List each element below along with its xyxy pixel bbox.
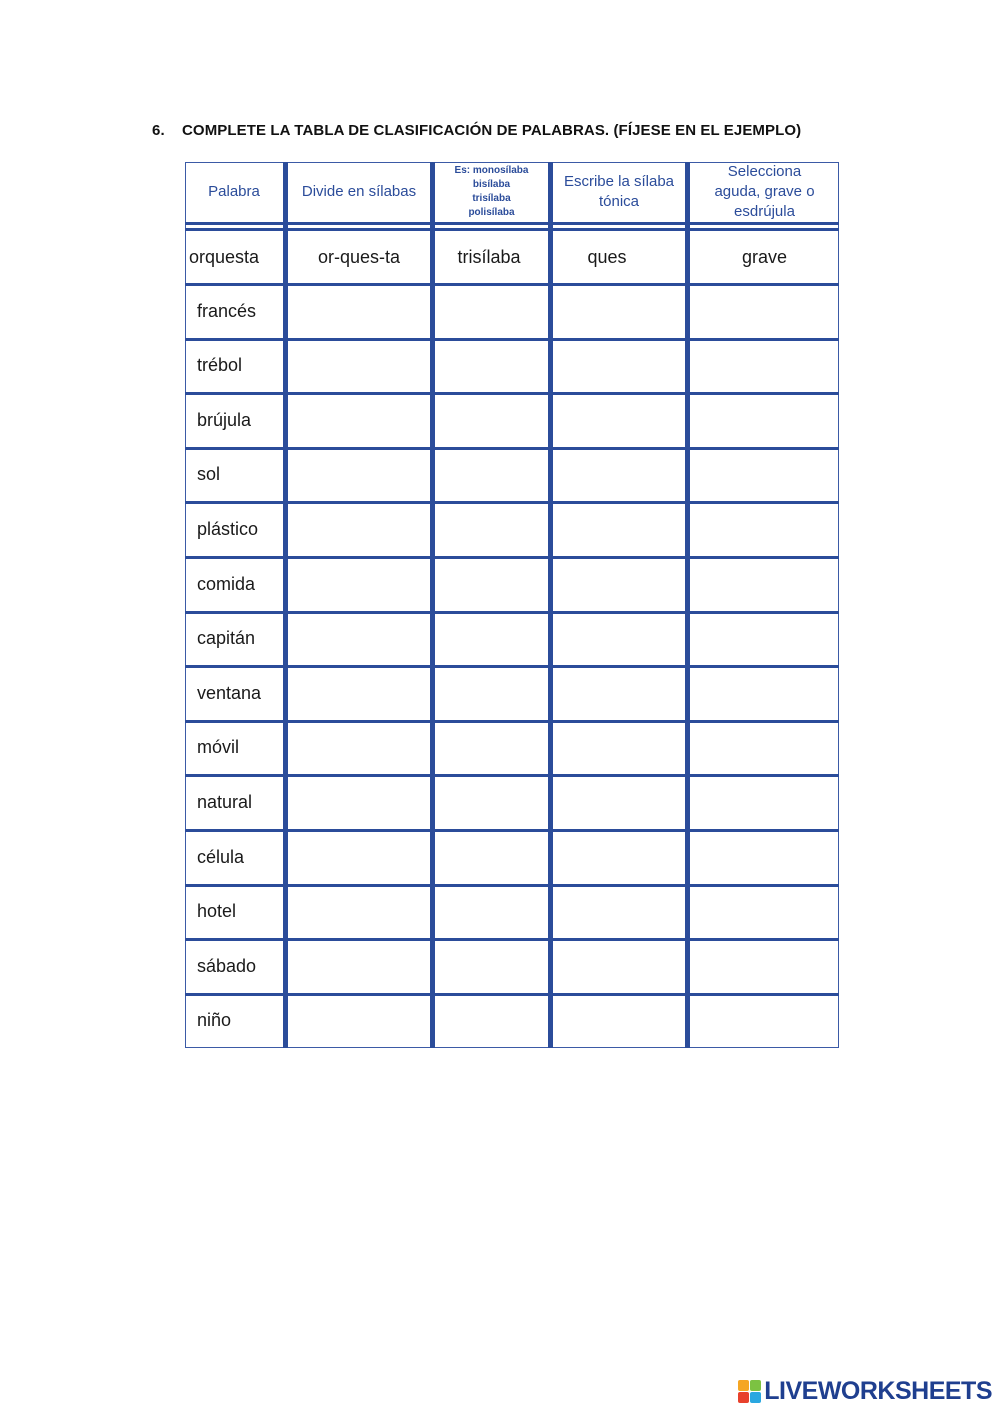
stress-type-input[interactable] (690, 560, 839, 609)
tonic-syllable-input[interactable] (553, 451, 685, 500)
syllables-input[interactable] (288, 396, 430, 445)
tonic-syllable-input[interactable] (553, 505, 685, 554)
classification-input[interactable] (435, 833, 548, 882)
row-divider (185, 283, 839, 286)
tonic-syllable-input[interactable] (553, 669, 685, 718)
stress-type-input[interactable] (690, 942, 839, 991)
classification-input[interactable] (435, 778, 548, 827)
classification-input[interactable] (435, 942, 548, 991)
syllables-input[interactable] (288, 833, 430, 882)
header-clasificacion: Es: monosílaba bisílaba trisílaba polisílaba (454, 165, 529, 218)
row-divider (185, 447, 839, 450)
classification-input[interactable] (435, 888, 548, 937)
row-divider (185, 993, 839, 996)
word-cell: sábado (197, 955, 257, 976)
syllables-input[interactable] (288, 560, 430, 609)
syllables-input[interactable] (288, 505, 430, 554)
classification-input[interactable] (435, 560, 548, 609)
tonic-syllable-input[interactable] (553, 888, 685, 937)
classification-input[interactable] (435, 505, 548, 554)
word-cell: ventana (197, 682, 262, 703)
syllables-input[interactable] (288, 778, 430, 827)
row-divider (185, 222, 839, 225)
row-divider (185, 774, 839, 777)
stress-type-input[interactable] (690, 997, 839, 1046)
tonic-syllable-input[interactable] (553, 778, 685, 827)
tonic-syllable-input[interactable] (553, 342, 685, 391)
syllables-input[interactable] (288, 942, 430, 991)
row-divider (185, 501, 839, 504)
exercise-instruction: COMPLETE LA TABLA DE CLASIFICACIÓN DE PALABRAS. (FÍJESE EN EL EJEMPLO) (182, 122, 802, 139)
syllables-input[interactable] (288, 997, 430, 1046)
word-cell: comida (197, 573, 256, 594)
tonic-syllable-input[interactable] (553, 287, 685, 336)
syllables-input[interactable] (288, 724, 430, 773)
word-cell: hotel (197, 901, 237, 922)
column-divider (685, 162, 690, 1048)
stress-type-input[interactable] (690, 669, 839, 718)
exercise-number: 6. (152, 122, 165, 139)
classification-input[interactable] (435, 342, 548, 391)
stress-type-input[interactable] (690, 615, 839, 664)
syllables-input[interactable] (288, 888, 430, 937)
row-divider (185, 611, 839, 614)
word-cell: trébol (197, 355, 243, 376)
classification-input[interactable] (435, 615, 548, 664)
tonic-syllable-input[interactable] (553, 560, 685, 609)
example-stress-type: grave (741, 246, 788, 267)
syllables-input[interactable] (288, 615, 430, 664)
exercise-heading (152, 122, 801, 139)
stress-type-input[interactable] (690, 833, 839, 882)
logo-mark-icon (738, 1380, 761, 1403)
word-cell: célula (197, 846, 245, 867)
word-cell: natural (197, 791, 253, 812)
classification-input[interactable] (435, 451, 548, 500)
word-cell: brújula (197, 409, 252, 430)
word-cell: sol (197, 464, 221, 485)
liveworksheets-logo (738, 1377, 992, 1405)
syllables-input[interactable] (288, 342, 430, 391)
row-divider (185, 392, 839, 395)
column-divider (283, 162, 288, 1048)
stress-type-input[interactable] (690, 724, 839, 773)
stress-type-input[interactable] (690, 778, 839, 827)
column-divider (430, 162, 435, 1048)
syllables-input[interactable] (288, 451, 430, 500)
example-tonic-syllable: ques (587, 246, 627, 267)
syllables-input[interactable] (288, 669, 430, 718)
syllables-input[interactable] (288, 287, 430, 336)
row-divider (185, 338, 839, 341)
row-divider (185, 720, 839, 723)
classification-input[interactable] (435, 724, 548, 773)
row-divider (185, 556, 839, 559)
tonic-syllable-input[interactable] (553, 724, 685, 773)
row-divider (185, 829, 839, 832)
word-cell: niño (197, 1010, 232, 1031)
tonic-syllable-input[interactable] (553, 396, 685, 445)
classification-input[interactable] (435, 396, 548, 445)
brand-name: LIVEWORKSHEETS (764, 1376, 992, 1405)
example-word: orquesta (189, 246, 260, 267)
stress-type-input[interactable] (690, 451, 839, 500)
tonic-syllable-input[interactable] (553, 615, 685, 664)
example-classification: trisílaba (457, 246, 521, 267)
stress-type-input[interactable] (690, 342, 839, 391)
row-divider (185, 228, 839, 231)
tonic-syllable-input[interactable] (553, 833, 685, 882)
example-syllables: or-ques-ta (317, 246, 401, 267)
column-divider (548, 162, 553, 1048)
classification-input[interactable] (435, 669, 548, 718)
stress-type-input[interactable] (690, 888, 839, 937)
row-divider (185, 938, 839, 941)
header-acentuacion: Selecciona aguda, grave o esdrújula (714, 163, 815, 220)
tonic-syllable-input[interactable] (553, 997, 685, 1046)
stress-type-input[interactable] (690, 287, 839, 336)
header-silaba-tonica: Escribe la sílaba tónica (563, 173, 675, 210)
word-cell: móvil (197, 737, 240, 758)
word-cell: francés (197, 300, 257, 321)
row-divider (185, 884, 839, 887)
tonic-syllable-input[interactable] (553, 942, 685, 991)
classification-table (185, 162, 839, 1048)
word-cell: plástico (197, 518, 259, 539)
header-palabra: Palabra (208, 183, 260, 200)
stress-type-input[interactable] (690, 505, 839, 554)
header-divide-silabas: Divide en sílabas (301, 183, 417, 200)
classification-input[interactable] (435, 997, 548, 1046)
word-cell: capitán (197, 628, 256, 649)
stress-type-input[interactable] (690, 396, 839, 445)
row-divider (185, 665, 839, 668)
classification-input[interactable] (435, 287, 548, 336)
